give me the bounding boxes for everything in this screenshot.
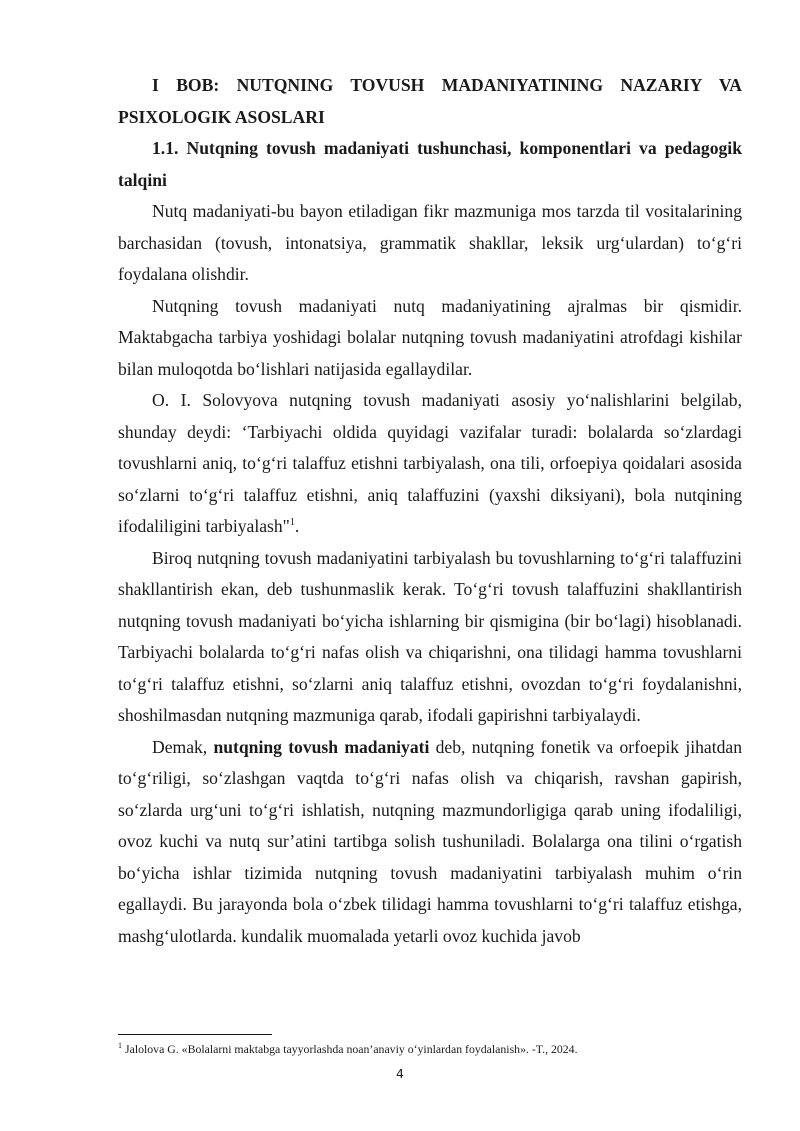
paragraph-5-start: Demak,: [152, 736, 214, 757]
footnote: [118, 1041, 742, 1057]
page-body: [118, 70, 742, 952]
footnote-reference: 1: [289, 517, 295, 529]
paragraph-5-term: nutqning tovush madaniyati: [213, 736, 430, 757]
paragraph-5: [118, 732, 742, 953]
paragraph-2: Nutqning tovush madaniyati nutq madaniyatining ajralmas bir qismidir. Maktabgacha tarbiya yoshidagi bolalar nutqning tovush madaniyatini atrofdagi kishilar bilan muloqotda bo‘lishlari natijasida egallaydilar.: [118, 295, 742, 379]
paragraph-3-text: O. I. Solovyova nutqning tovush madaniyati asosiy yo‘nalishlarini belgilab, shunday deydi: ‘Tarbiyachi oldida quyidagi vazifalar turadi: bolalarda so‘zlardagi tovushlarni aniq, to‘g‘ri talaffuz etishni tarbiyalash, ona tili, orfoepiya qoidalari asosida so‘zlarni to‘g‘ri talaffuz etishni, aniq talaffuzini (yaxshi diksiyani), bola nutqining ifodaliligini tarbiyalash": [118, 390, 742, 536]
section-title: 1.1. Nutqning tovush madaniyati tushunchasi, komponentlari va pedagogik talqini: [118, 138, 742, 190]
paragraph-5-rest: deb, nutqning fonetik va orfoepik jihatdan to‘g‘riligi, so‘zlashgan vaqtda to‘g‘ri nafas olish va chiqarish, ravshan gapirish, so‘zlarda urg‘uni to‘g‘ri ishlatish, nutqning mazmundorligiga qarab uning ifodaliligi, ovoz kuchi va nutq sur’atini tartibga solish tushuniladi. Bolalarga ona tilini o‘rgatish bo‘yicha ishlar tizimida nutqning tovush madaniyatini tarbiyalash muhim o‘rin egallaydi. Bu jarayonda bola o‘zbek tilidagi hamma tovushlarni to‘g‘ri talaffuz etishga, mashg‘ulotlarda. kundalik muomalada yetarli ovoz kuchida javob: [118, 736, 742, 946]
footnote-divider: [118, 1034, 272, 1035]
paragraph-4: Biroq nutqning tovush madaniyatini tarbiyalash bu tovushlarning to‘g‘ri talaffuzini shakllantirish ekan, deb tushunmaslik kerak. To‘g‘ri tovush talaffuzini shakllantirish nutqning tovush madaniyati bo‘yicha ishlarning bir qismigina (bir bo‘lagi) hisoblanadi. Tarbiyachi bolalarda to‘g‘ri nafas olish va chiqarishni, ona tilidagi hamma tovushlarni to‘g‘ri talaffuz etishni, so‘zlarni aniq talaffuz etishni, ovozdan to‘g‘ri foydalanishni, shoshilmasdan nutqning mazmuniga qarab, ifodali gapirishni tarbiyalaydi.: [118, 547, 742, 725]
paragraph-1: Nutq madaniyati-bu bayon etiladigan fikr mazmuniga mos tarzda til vositalarining barchasidan (tovush, intonatsiya, grammatik shakllar, leksik urg‘ulardan) to‘g‘ri foydalana olishdir.: [118, 201, 742, 284]
chapter-title: I BOB: NUTQNING TOVUSH MADANIYATINING NAZARIY VA PSIXOLOGIK ASOSLARI: [118, 75, 742, 127]
paragraph-3-end: .: [294, 516, 300, 536]
footnote-number: 1: [118, 1041, 122, 1051]
page-number: 4: [396, 1066, 404, 1081]
paragraph-3: [118, 385, 742, 543]
footnote-text: Jalolova G. «Bolalarni maktabga tayyorlashda noan’anaviy o‘yinlardan foydalanish». -T., 2024.: [125, 1042, 578, 1056]
